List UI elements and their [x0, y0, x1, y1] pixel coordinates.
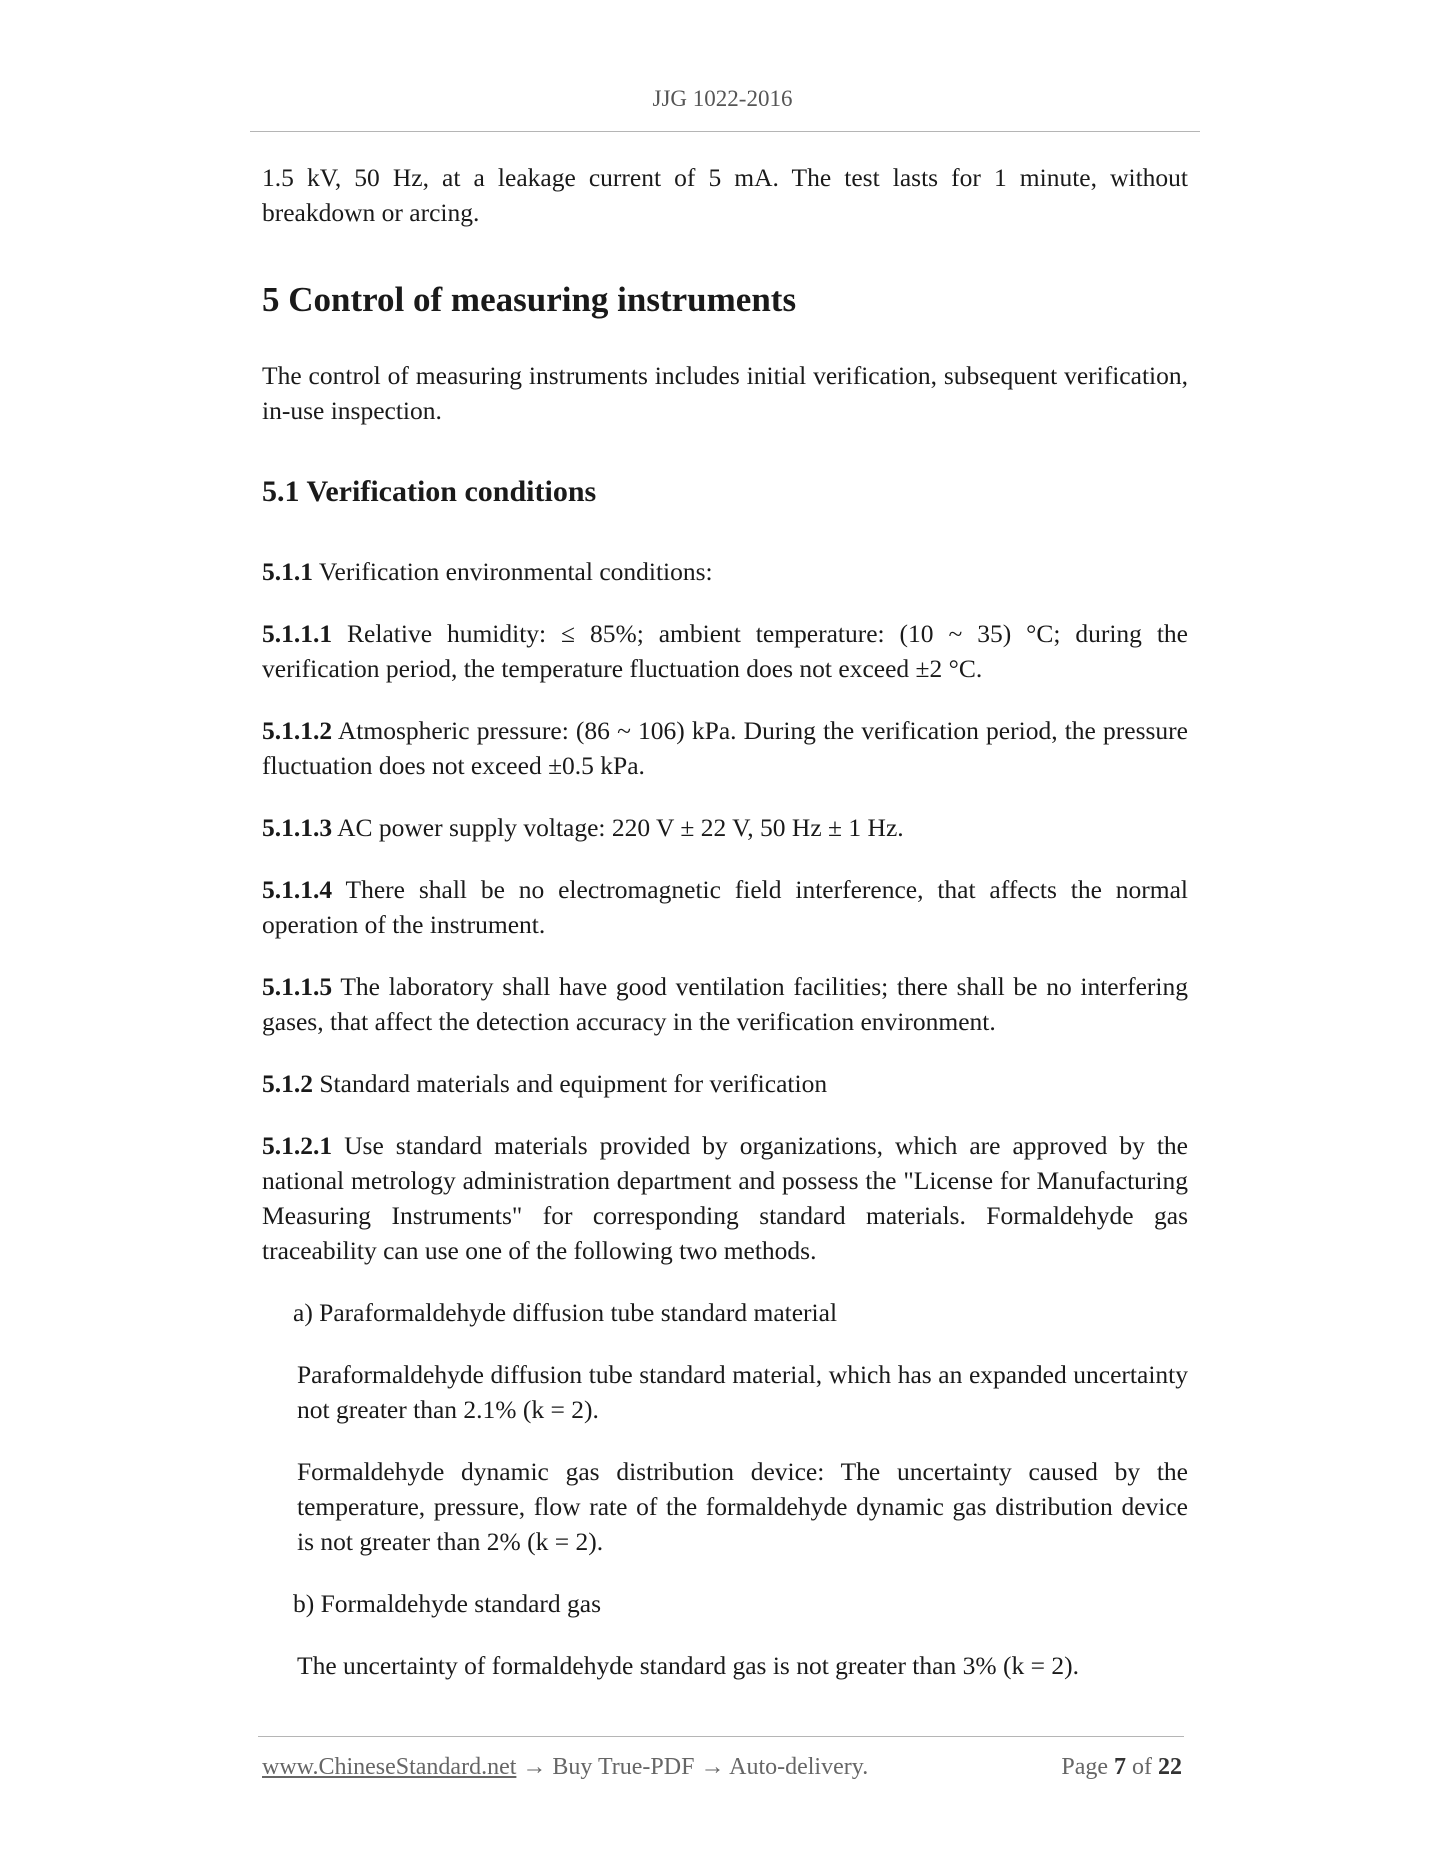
header-divider	[250, 131, 1200, 132]
clause-5-1-1-4	[262, 872, 1188, 942]
clause-5-1-1-1	[262, 616, 1188, 686]
clause-5-1-2-1	[262, 1128, 1188, 1268]
clause-number: 5.1.1.5	[262, 972, 333, 1001]
clause-5-1-1	[262, 554, 1188, 589]
page-content	[262, 160, 1188, 1683]
page-footer	[262, 1754, 1182, 1790]
clause-number: 5.1.1.3	[262, 813, 333, 842]
clause-5-1-2	[262, 1066, 1188, 1101]
clause-text: Verification environmental conditions:	[313, 557, 713, 586]
section-5-heading: 5 Control of measuring instruments	[262, 280, 797, 319]
running-header: JJG 1022-2016	[652, 86, 793, 111]
total-pages: 22	[1158, 1754, 1182, 1780]
footer-divider	[258, 1736, 1184, 1737]
clause-5-1-1-2	[262, 713, 1188, 783]
clause-text: The laboratory shall have good ventilation facilities; there shall be no interfering gases, that affect the detection accuracy in the verification environment.	[262, 972, 1188, 1036]
clause-text: Use standard materials provided by organizations, which are approved by the national metrology administration department and possess the "License for Manufacturing Measuring Instruments" for corresponding standard materials. Formaldehyde gas traceability can use one of the following two methods.	[262, 1131, 1188, 1265]
list-a-paragraph-2: Formaldehyde dynamic gas distribution device: The uncertainty caused by the temperature, pressure, flow rate of the formaldehyde dynamic gas distribution device is not greater than 2% (k = 2).	[297, 1457, 1188, 1556]
footer-promo	[262, 1754, 868, 1781]
section-5-1-heading: 5.1 Verification conditions	[262, 475, 597, 508]
clause-5-1-1-5	[262, 969, 1188, 1039]
page-label: Page	[1061, 1754, 1114, 1780]
clause-text: Atmospheric pressure: (86 ~ 106) kPa. During the verification period, the pressure fluctuation does not exceed ±0.5 kPa.	[262, 716, 1188, 780]
list-item-a: a) Paraformaldehyde diffusion tube standard material	[293, 1298, 838, 1327]
list-item-b: b) Formaldehyde standard gas	[293, 1589, 602, 1618]
clause-number: 5.1.2.1	[262, 1131, 333, 1160]
page-number	[1061, 1754, 1182, 1781]
clause-text: There shall be no electromagnetic field interference, that affects the normal operation of the instrument.	[262, 875, 1188, 939]
clause-number: 5.1.2	[262, 1069, 313, 1098]
current-page: 7	[1114, 1754, 1126, 1780]
section-5-paragraph: The control of measuring instruments includes initial verification, subsequent verification, in-use inspection.	[262, 361, 1188, 425]
clause-text: Relative humidity: ≤ 85%; ambient temperature: (10 ~ 35) °C; during the verification period, the temperature fluctuation does not exceed ±2 °C.	[262, 619, 1188, 683]
clause-number: 5.1.1.4	[262, 875, 333, 904]
clause-text: AC power supply voltage: 220 V ± 22 V, 50 Hz ± 1 Hz.	[332, 813, 904, 842]
list-b-paragraph-1: The uncertainty of formaldehyde standard gas is not greater than 3% (k = 2).	[297, 1651, 1079, 1680]
clause-number: 5.1.1.2	[262, 716, 333, 745]
clause-number: 5.1.1	[262, 557, 313, 586]
website-link[interactable]: www.ChineseStandard.net	[262, 1754, 517, 1780]
of-label: of	[1126, 1754, 1158, 1780]
clause-text: Standard materials and equipment for verification	[313, 1069, 828, 1098]
clause-5-1-1-3	[262, 810, 1188, 845]
intro-paragraph: 1.5 kV, 50 Hz, at a leakage current of 5 mA. The test lasts for 1 minute, without breakdown or arcing.	[262, 163, 1188, 227]
clause-number: 5.1.1.1	[262, 619, 333, 648]
list-a-paragraph-1: Paraformaldehyde diffusion tube standard material, which has an expanded uncertainty not greater than 2.1% (k = 2).	[297, 1360, 1188, 1424]
footer-tagline: → Buy True-PDF → Auto-delivery.	[516, 1754, 869, 1780]
